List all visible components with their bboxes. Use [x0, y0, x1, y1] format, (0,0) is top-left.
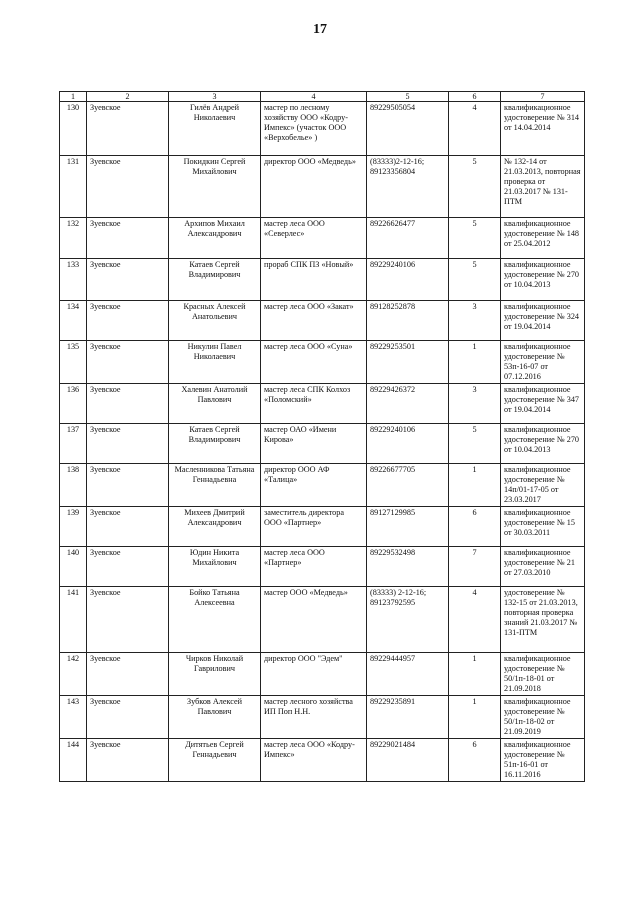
phone-cell: 89128252878: [367, 301, 449, 341]
count-cell: 4: [449, 587, 501, 653]
row-number: 137: [60, 424, 87, 464]
district-cell: Зуевское: [87, 739, 169, 782]
phone-cell: 89229235891: [367, 696, 449, 739]
column-header: 5: [367, 92, 449, 102]
position-cell: мастер леса ООО «Северлес»: [261, 218, 367, 259]
district-cell: Зуевское: [87, 653, 169, 696]
table-row: [60, 384, 585, 424]
row-number: 131: [60, 156, 87, 218]
column-header: 4: [261, 92, 367, 102]
person-name-cell: Никулин Павел Николаевич: [169, 341, 261, 384]
count-cell: 5: [449, 218, 501, 259]
person-name-cell: Архипов Михаил Александрович: [169, 218, 261, 259]
district-cell: Зуевское: [87, 218, 169, 259]
document-cell: квалификационное удостоверение № 50/1п-18-01 от 21.09.2018: [501, 653, 585, 696]
position-cell: мастер лесного хозяйства ИП Поп Н.Н.: [261, 696, 367, 739]
document-cell: квалификационное удостоверение № 14п/01-17-05 от 23.03.2017: [501, 464, 585, 507]
district-cell: Зуевское: [87, 424, 169, 464]
person-name-cell: Михеев Дмитрий Александрович: [169, 507, 261, 547]
district-cell: Зуевское: [87, 259, 169, 301]
row-number: 144: [60, 739, 87, 782]
row-number: 132: [60, 218, 87, 259]
count-cell: 1: [449, 696, 501, 739]
column-number-row: [60, 92, 585, 102]
phone-cell: 89229021484: [367, 739, 449, 782]
phone-cell: 89127129985: [367, 507, 449, 547]
table-row: [60, 424, 585, 464]
count-cell: 1: [449, 464, 501, 507]
table-row: [60, 156, 585, 218]
person-name-cell: Бойко Татьяна Алексеевна: [169, 587, 261, 653]
registry-table: [59, 91, 585, 782]
person-name-cell: Масленникова Татьяна Геннадьевна: [169, 464, 261, 507]
table-row: [60, 259, 585, 301]
phone-cell: 89229505054: [367, 102, 449, 156]
count-cell: 6: [449, 739, 501, 782]
document-cell: квалификационное удостоверение № 148 от 25.04.2012: [501, 218, 585, 259]
phone-cell: (83333)2-12-16; 89123356804: [367, 156, 449, 218]
document-cell: квалификационное удостоверение № 15 от 30.03.2011: [501, 507, 585, 547]
table-row: [60, 547, 585, 587]
page-number: 17: [313, 22, 327, 37]
row-number: 141: [60, 587, 87, 653]
document-cell: квалификационное удостоверение № 270 от 10.04.2013: [501, 424, 585, 464]
row-number: 143: [60, 696, 87, 739]
phone-cell: 89229444957: [367, 653, 449, 696]
table-row: [60, 341, 585, 384]
count-cell: 3: [449, 384, 501, 424]
row-number: 138: [60, 464, 87, 507]
district-cell: Зуевское: [87, 301, 169, 341]
position-cell: мастер ОАО «Имени Кирова»: [261, 424, 367, 464]
row-number: 135: [60, 341, 87, 384]
district-cell: Зуевское: [87, 696, 169, 739]
phone-cell: 89229240106: [367, 259, 449, 301]
column-header: 6: [449, 92, 501, 102]
row-number: 140: [60, 547, 87, 587]
document-cell: квалификационное удостоверение № 314 от 14.04.2014: [501, 102, 585, 156]
person-name-cell: Чирков Николай Гаврилович: [169, 653, 261, 696]
count-cell: 6: [449, 507, 501, 547]
column-header: 2: [87, 92, 169, 102]
table-row: [60, 218, 585, 259]
position-cell: заместитель директора ООО «Партнер»: [261, 507, 367, 547]
position-cell: мастер леса ООО «Партнер»: [261, 547, 367, 587]
district-cell: Зуевское: [87, 507, 169, 547]
person-name-cell: Юдин Никита Михайлович: [169, 547, 261, 587]
column-header: 1: [60, 92, 87, 102]
row-number: 139: [60, 507, 87, 547]
row-number: 130: [60, 102, 87, 156]
document-cell: квалификационное удостоверение № 324 от 19.04.2014: [501, 301, 585, 341]
count-cell: 3: [449, 301, 501, 341]
count-cell: 5: [449, 156, 501, 218]
position-cell: директор ООО «Медведь»: [261, 156, 367, 218]
person-name-cell: Катаев Сергей Владимирович: [169, 424, 261, 464]
count-cell: 4: [449, 102, 501, 156]
position-cell: мастер леса ООО «Кодру-Импекс»: [261, 739, 367, 782]
document-cell: № 132-14 от 21.03.2013, повторная проверка от 21.03.2017 № 131-ПТМ: [501, 156, 585, 218]
phone-cell: 89226626477: [367, 218, 449, 259]
table-row: [60, 102, 585, 156]
table-row: [60, 464, 585, 507]
position-cell: мастер по лесному хозяйству ООО «Кодру-Импекс» (участок ООО «Верхобелье» ): [261, 102, 367, 156]
person-name-cell: Гилёв Андрей Николаевич: [169, 102, 261, 156]
district-cell: Зуевское: [87, 547, 169, 587]
row-number: 134: [60, 301, 87, 341]
district-cell: Зуевское: [87, 384, 169, 424]
document-cell: квалификационное удостоверение № 21 от 27.03.2010: [501, 547, 585, 587]
person-name-cell: Дитятьев Сергей Геннадьевич: [169, 739, 261, 782]
person-name-cell: Красных Алексей Анатольевич: [169, 301, 261, 341]
table-row: [60, 587, 585, 653]
district-cell: Зуевское: [87, 341, 169, 384]
table-row: [60, 696, 585, 739]
district-cell: Зуевское: [87, 102, 169, 156]
person-name-cell: Халевин Анатолий Павлович: [169, 384, 261, 424]
district-cell: Зуевское: [87, 464, 169, 507]
document-cell: квалификационное удостоверение № 50/1п-18-02 от 21.09.2019: [501, 696, 585, 739]
phone-cell: 89229253501: [367, 341, 449, 384]
row-number: 136: [60, 384, 87, 424]
table-row: [60, 507, 585, 547]
position-cell: прораб СПК ПЗ «Новый»: [261, 259, 367, 301]
table-row: [60, 739, 585, 782]
position-cell: мастер леса ООО «Закат»: [261, 301, 367, 341]
position-cell: директор ООО АФ «Талица»: [261, 464, 367, 507]
row-number: 133: [60, 259, 87, 301]
phone-cell: (83333) 2-12-16; 89123792595: [367, 587, 449, 653]
document-cell: удостоверение № 132-15 от 21.03.2013, повторная проверка знаний 21.03.2017 № 131-ПТМ: [501, 587, 585, 653]
document-cell: квалификационное удостоверение № 51п-16-01 от 16.11.2016: [501, 739, 585, 782]
count-cell: 1: [449, 653, 501, 696]
column-header: 3: [169, 92, 261, 102]
document-cell: квалификационное удостоверение № 53п-16-07 от 07.12.2016: [501, 341, 585, 384]
phone-cell: 89229426372: [367, 384, 449, 424]
phone-cell: 89229240106: [367, 424, 449, 464]
count-cell: 7: [449, 547, 501, 587]
position-cell: мастер леса СПК Колхоз «Поломский»: [261, 384, 367, 424]
person-name-cell: Покидкин Сергей Михайлович: [169, 156, 261, 218]
position-cell: мастер ООО «Медведь»: [261, 587, 367, 653]
phone-cell: 89229532498: [367, 547, 449, 587]
count-cell: 5: [449, 259, 501, 301]
column-header: 7: [501, 92, 585, 102]
table-row: [60, 653, 585, 696]
district-cell: Зуевское: [87, 587, 169, 653]
person-name-cell: Катаев Сергей Владимирович: [169, 259, 261, 301]
district-cell: Зуевское: [87, 156, 169, 218]
document-cell: квалификационное удостоверение № 270 от 10.04.2013: [501, 259, 585, 301]
position-cell: мастер леса ООО «Суна»: [261, 341, 367, 384]
document-cell: квалификационное удостоверение № 347 от 19.04.2014: [501, 384, 585, 424]
position-cell: директор ООО "Эдем": [261, 653, 367, 696]
count-cell: 1: [449, 341, 501, 384]
person-name-cell: Зубков Алексей Павлович: [169, 696, 261, 739]
row-number: 142: [60, 653, 87, 696]
table-row: [60, 301, 585, 341]
phone-cell: 89226677705: [367, 464, 449, 507]
count-cell: 5: [449, 424, 501, 464]
